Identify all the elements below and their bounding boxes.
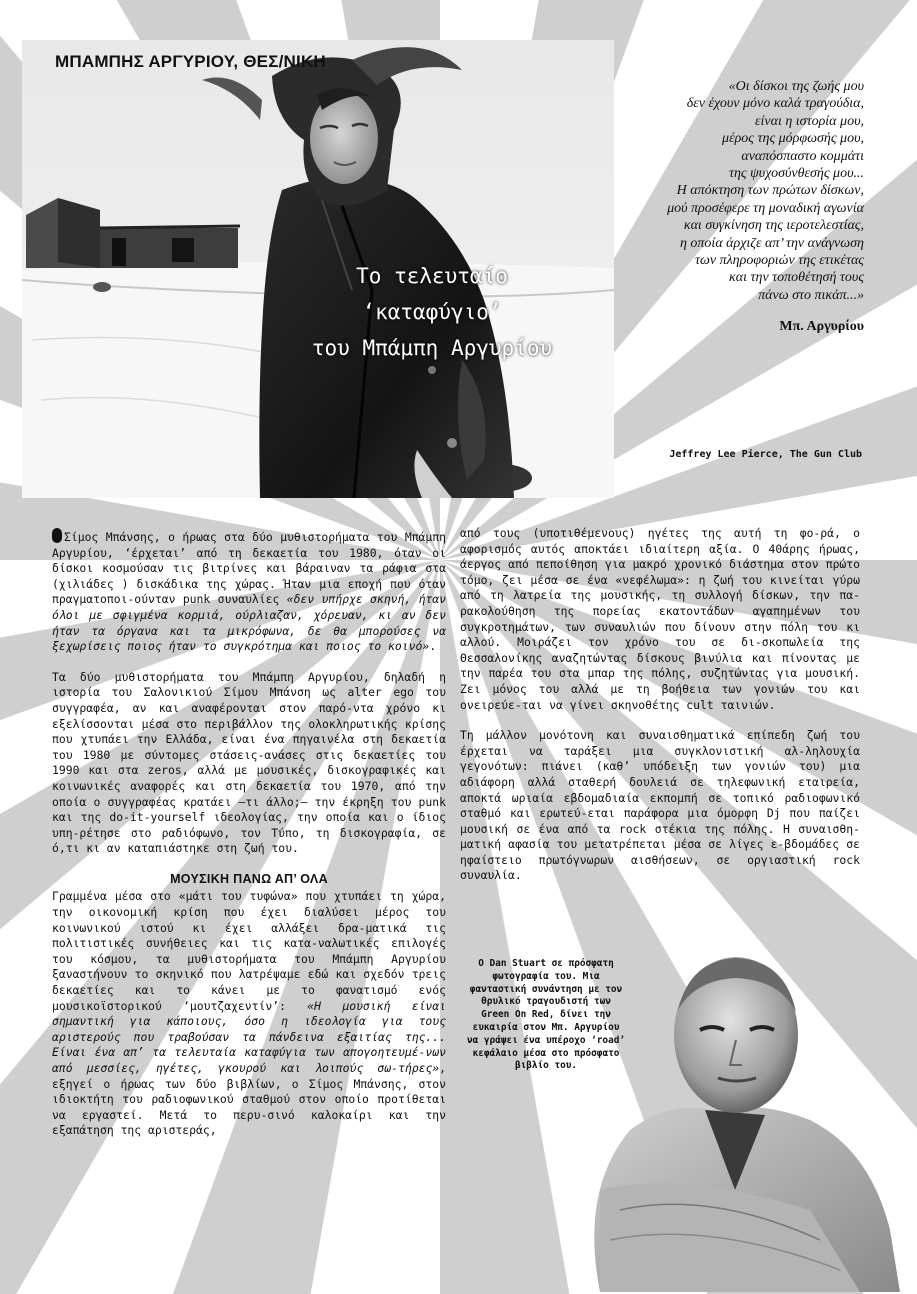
- pull-quote-author: Μπ. Αργυρίου: [779, 319, 864, 334]
- article-column-right: [460, 526, 860, 899]
- pull-quote-line: Η απόκτηση των πρώτων δίσκων,: [676, 183, 864, 199]
- paragraph-1: [52, 528, 446, 655]
- headline-line-2: ‘καταφύγιο’: [362, 300, 502, 324]
- paragraph-1-intro: Σίμος Μπάνσης, ο ήρωας στα δύο μυθιστορήματα του Μπάμπη Αργυρίου, ‘έρχεται’ από τη δεκαετία του 1980, όταν οι δίσκοι κοσμούσαν τις βιτρίνες και βάραιναν τα ράφια στα (χιλιάδες ) δισκάδικα της χώρας. Ήταν μια εποχή που όταν πραγματοποι-ούνταν punk συναυλίες: [52, 530, 446, 607]
- paragraph-5: Τη μάλλον μονότονη και συναισθηματικά επίπεδη ζωή του έρχεται να ταράξει μια συγκλονιστική αλ-ληλουχία γεγονότων: πιάνει (καθ’ υπόδειξη των γονιών του) μια αδιάφορη αλλά σταθερή δουλειά σε τηλεφωνική εταιρεία, αποκτά ωριαία εβδομαδιαία εκπομπή σε τοπικό ραδιοφωνικό σταθμό και ερωτεύ-εται παράφορα μια όμορφη Dj που παίζει μουσική σε ένα από τα rock στέκια της πόλης. Η συναισθη-ματική αφασία του μετατρέπεται μέσα σε λίγες ε-βδομάδες σε ηφαίστειο πρωτόγνωρων αισθήσεων, σε οργιαστική rock συναυλία.: [460, 728, 860, 883]
- paragraph-1-quote: «δεν υπήρχε σκηνή, ήταν όλοι με σφιγμένα κορμιά, ούρλιαζαν, χόρευαν, κι αν δεν ήταν τα όργανα και τα μικρόφωνα, δε θα μπορούσες να ξεχωρίσεις ποιος ήταν το συγκρότημα και ποιος το κοινό»: [52, 592, 446, 654]
- pull-quote-line: των πληροφοριών της ετικέτας: [694, 253, 864, 269]
- pull-quote-line: είναι η ιστορία μου,: [754, 113, 864, 129]
- section-subhead: ΜΟΥΣΙΚΗ ΠΑΝΩ ΑΠ’ ΟΛΑ: [170, 871, 328, 886]
- headline-line-1: Το τελευταίο: [356, 264, 508, 288]
- portrait-caption: Ο Dan Stuart σε πρόσφατη φωτογραφία του. Μια φανταστική συνάντηση με τον θρυλικό τραγουδιστή των Green On Red, δίνει την ευκαιρία στον Μπ. Αργυρίου να γράψει ένα υπέροχο ‘road’ κεφάλαιο μέσα στο πρόσφατο βιβλίο του.: [466, 958, 626, 1072]
- paragraph-3-a: Γραμμένα μέσα στο «μάτι του τυφώνα» που χτυπάει τη χώρα, την οικονομική κρίση που έχει διαλύσει μέρος του κοινωνικού ιστού κι έχει αλλάξει δρα-ματικά τις πολιτιστικές συνήθειες και τις κατα-ναλωτικές επιλογές του κόσμου, τα μυθιστορήματα του Μπάμπη Αργυρίου ξαναστήνουν το σκηνικό που λατρέψαμε εδώ και σχεδόν τρεις δεκαετίες και το κάνει με το φανατισμό ενός μουσικοϊστορικού ‘μουτζαχεντίν’:: [52, 889, 446, 1013]
- pull-quote-line: η οποία άρχιζε απ’ την ανάγνωση: [679, 235, 864, 251]
- paragraph-4: από τους (υποτιθέμενους) ηγέτες της αυτή τη φο-ρά, ο αφορισμός αυτός αποκτάει ιδιαίτερη αξία. Ο 40άρης ήρωας, άεργος από πεποίθηση για μακρό χρονικό διάστημα στον πρώτο τόμο, ζει μέσα σε ένα «νεφέλωμα»: η ζωή του κινείται γύρω από τη λατρεία της μουσικής, τη συλλογή δίσκων, την πα-ρακολούθηση της πορείας εκατοντάδων αγαπημένων του συγκροτημάτων, των συναυλιών που δίνουν στην πόλη του κι αλλού. Μοιράζει τον χρόνο του σε δι-σκοπωλεία της Θεσσαλονίκης αναζητώντας δίσκους βινύλια και πίνοντας με την παρέα του στα μπαρ της πόλης, συζητώντας για μουσική. Ζει μόνος του αλλά με τη βοήθεια των γονιών του και ονειρεύε-ται να γίνει σκηνοθέτης cult ταινιών.: [460, 526, 860, 712]
- pull-quote-line: μέρος της μόρφωσής μου,: [722, 131, 864, 147]
- paragraph-3-quote: «Η μουσική είναι σημαντική για κάποιους, όσο η ιδεολογία για τους αριστερούς που τραβούσαν τα πάνδεινα εξαιτίας της... Είναι ένα απ’ τα τελευταία καταφύγια των απογοητευμέ-νων από μεσσίες, ηγέτες, γκουρού και λοιπούς σω-τήρες»: [52, 998, 446, 1075]
- drop-cap-mark: [52, 528, 62, 543]
- pull-quote-line: και την τοποθέτησή τους: [729, 270, 864, 286]
- pull-quote-line: αναπόσπαστο κομμάτι: [741, 148, 864, 164]
- paragraph-3: [52, 889, 446, 1139]
- pull-quote-line: πάνω στο πικάπ...»: [758, 287, 864, 303]
- article-column-left: [52, 528, 446, 1154]
- headline-line-3: του Μπάμπη Αργυρίου: [311, 336, 553, 360]
- pull-quote-line: δεν έχουν μόνο καλά τραγούδια,: [686, 96, 864, 112]
- pull-quote-line: και συγκίνηση της ιεροτελεστίας,: [683, 218, 864, 234]
- pull-quote-line: «Οι δίσκοι της ζωής μου: [728, 79, 864, 94]
- hero-photo-caption: Jeffrey Lee Pierce, The Gun Club: [669, 449, 862, 460]
- paragraph-1-end: .: [429, 639, 437, 654]
- pull-quote-line: της ψυχοσύνθεσής μου...: [728, 166, 864, 182]
- paragraph-2: Τα δύο μυθιστορήματα του Μπάμπη Αργυρίου, δηλαδή η ιστορία του Σαλονικιού Σίμου Μπάνση ως alter ego του συγγραφέα, αν και αναφέρονται στον παρό-ντα χρόνο κι εξελίσσονται μέσα στο περιβάλλον της ολοκληρωτικής κρίσης που χτυπάει την Ελλάδα, είναι ένα πηγαινέλα στη δεκαετία του 1980 με σύντομες στάσεις-ανάσες στις δεκαετίες του 1990 και στα zeros, αλλά με μουσικές, δισκογραφικές και κοινωνικές αναφορές και στη δεκαετία του 1970, από την οποία ο συγγραφέας κρατάει –τι άλλο;– την έκρηξη του punk και της do-it-yourself ιδεολογίας, την οποία και ο ίδιος υπη-ρέτησε στο ραδιόφωνο, τον Τύπο, τη δισκογραφία, σε ό,τι κι αν καταπιάστηκε στη ζωή του.: [52, 669, 446, 856]
- pull-quote: [600, 78, 864, 304]
- author-byline: ΜΠΑΜΠΗΣ ΑΡΓΥΡΙΟΥ, ΘΕΣ/ΝΙΚΗ: [55, 52, 326, 71]
- paragraph-3-b: , εξηγεί ο ήρωας των δύο βιβλίων, ο Σίμος Μπάνσης, στον ιδιοκτήτη του ραδιοφωνικού σταθμού στον οποίο προτίθεται να εργαστεί. Μετά το περυ-σινό καλοκαίρι και την εξαπάτηση της αριστεράς,: [52, 1061, 446, 1138]
- article-headline: [262, 258, 602, 366]
- pull-quote-line: μού προσέφερε τη μοναδική αγωνία: [667, 200, 864, 216]
